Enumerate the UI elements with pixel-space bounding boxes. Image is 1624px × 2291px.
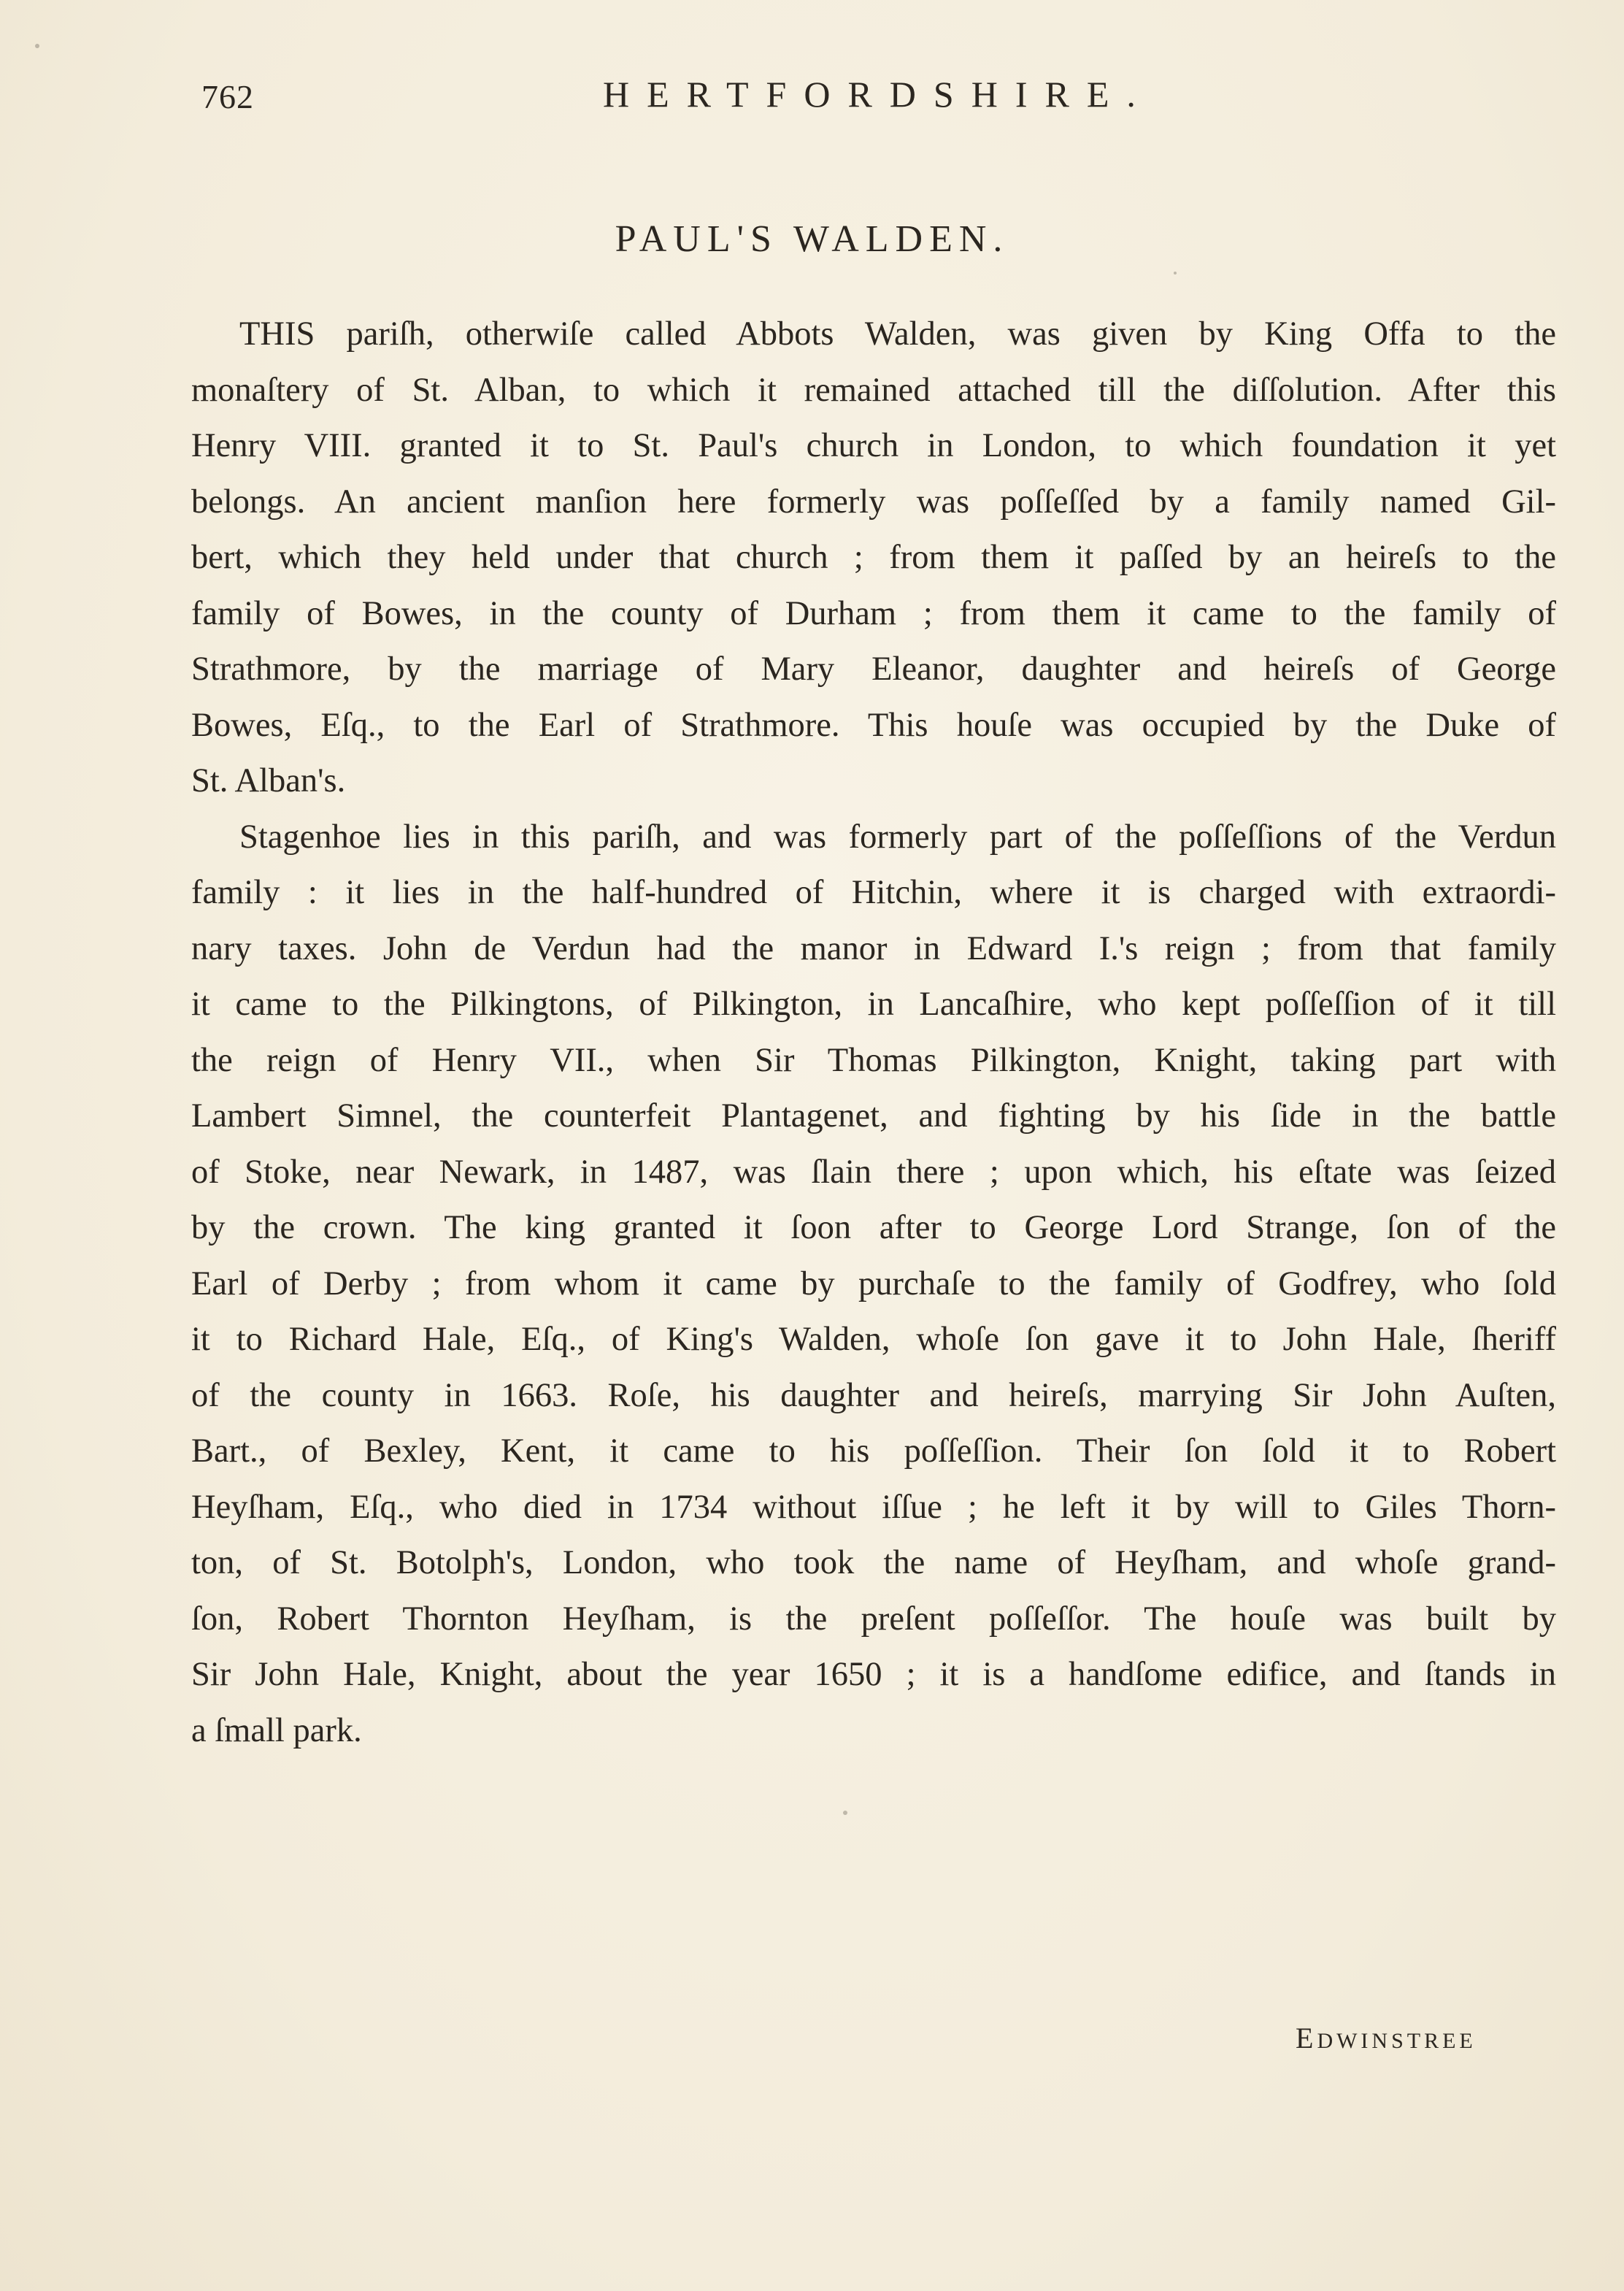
text-line: of Stoke, near Newark, in 1487, was ſlain there ; upon which, his eſtate was ſeized [191, 1153, 1556, 1191]
catchword-initial: E [1296, 2022, 1317, 2054]
text-line: nary taxes. John de Verdun had the manor in Edward I.'s reign ; from that family [191, 929, 1556, 967]
text-line: Bowes, Eſq., to the Earl of Strathmore. This houſe was occupied by the Duke of [191, 706, 1556, 744]
text-line: it to Richard Hale, Eſq., of King's Walden, whoſe ſon gave it to John Hale, ſheriff [191, 1321, 1556, 1358]
text-line: Bart., of Bexley, Kent, it came to his poſſeſſion. Their ſon ſold it to Robert [191, 1432, 1556, 1470]
text-line: monaſtery of St. Alban, to which it remained attached till the diſſolution. After this [191, 371, 1556, 409]
text-line: Stagenhoe lies in this pariſh, and was formerly part of the poſſeſſions of the Verdun [239, 818, 1556, 856]
running-title: HERTFORDSHIRE. [603, 74, 1153, 115]
text-line: Earl of Derby ; from whom it came by purchaſe to the family of Godfrey, who ſold [191, 1265, 1556, 1302]
text-line: of the county in 1663. Roſe, his daughter and heireſs, marrying Sir John Auſten, [191, 1376, 1556, 1414]
text-line: THIS pariſh, otherwiſe called Abbots Walden, was given by King Offa to the [239, 315, 1556, 353]
body-text [191, 307, 1556, 1759]
text-line: ſon, Robert Thornton Heyſham, is the preſent poſſeſſor. The houſe was built by [191, 1600, 1556, 1638]
text-line: Sir John Hale, Knight, about the year 1650 ; it is a handſome edifice, and ſtands in [191, 1656, 1556, 1693]
text-line: belongs. An ancient manſion here formerly was poſſeſſed by a family named Gil- [191, 483, 1556, 521]
print-speck [1174, 272, 1177, 275]
text-line: it came to the Pilkingtons, of Pilkington, in Lancaſhire, who kept poſſeſſion of it till [191, 986, 1556, 1023]
text-line: Heyſham, Eſq., who died in 1734 without iſſue ; he left it by will to Giles Thorn- [191, 1488, 1556, 1526]
text-line: family of Bowes, in the county of Durham ; from them it came to the family of [191, 594, 1556, 632]
catchword [1296, 2021, 1477, 2055]
text-line: Strathmore, by the marriage of Mary Eleanor, daughter and heireſs of George [191, 651, 1556, 688]
text-line: St. Alban's. [191, 762, 346, 799]
text-line: the reign of Henry VII., when Sir Thomas Pilkington, Knight, taking part with [191, 1041, 1556, 1079]
text-line: by the crown. The king granted it ſoon after to George Lord Strange, ſon of the [191, 1209, 1556, 1246]
text-line: Lambert Simnel, the counterfeit Plantagenet, and fighting by his ſide in the battle [191, 1097, 1556, 1135]
running-head [201, 73, 1559, 131]
text-line: a ſmall park. [191, 1711, 362, 1749]
section-title: PAUL'S WALDEN. [615, 218, 1009, 260]
text-line: family : it lies in the half-hundred of Hitchin, where it is charged with extraordi- [191, 874, 1556, 911]
text-line: bert, which they held under that church ; from them it paſſed by an heireſs to the [191, 539, 1556, 576]
text-line: ton, of St. Botolph's, London, who took the name of Heyſham, and whoſe grand- [191, 1544, 1556, 1581]
text-line: Henry VIII. granted it to St. Paul's church in London, to which foundation it yet [191, 427, 1556, 464]
print-speck [843, 1811, 847, 1815]
print-speck [35, 44, 39, 48]
page-number: 762 [201, 78, 254, 115]
catchword-rest: DWINSTREE [1317, 2029, 1477, 2053]
